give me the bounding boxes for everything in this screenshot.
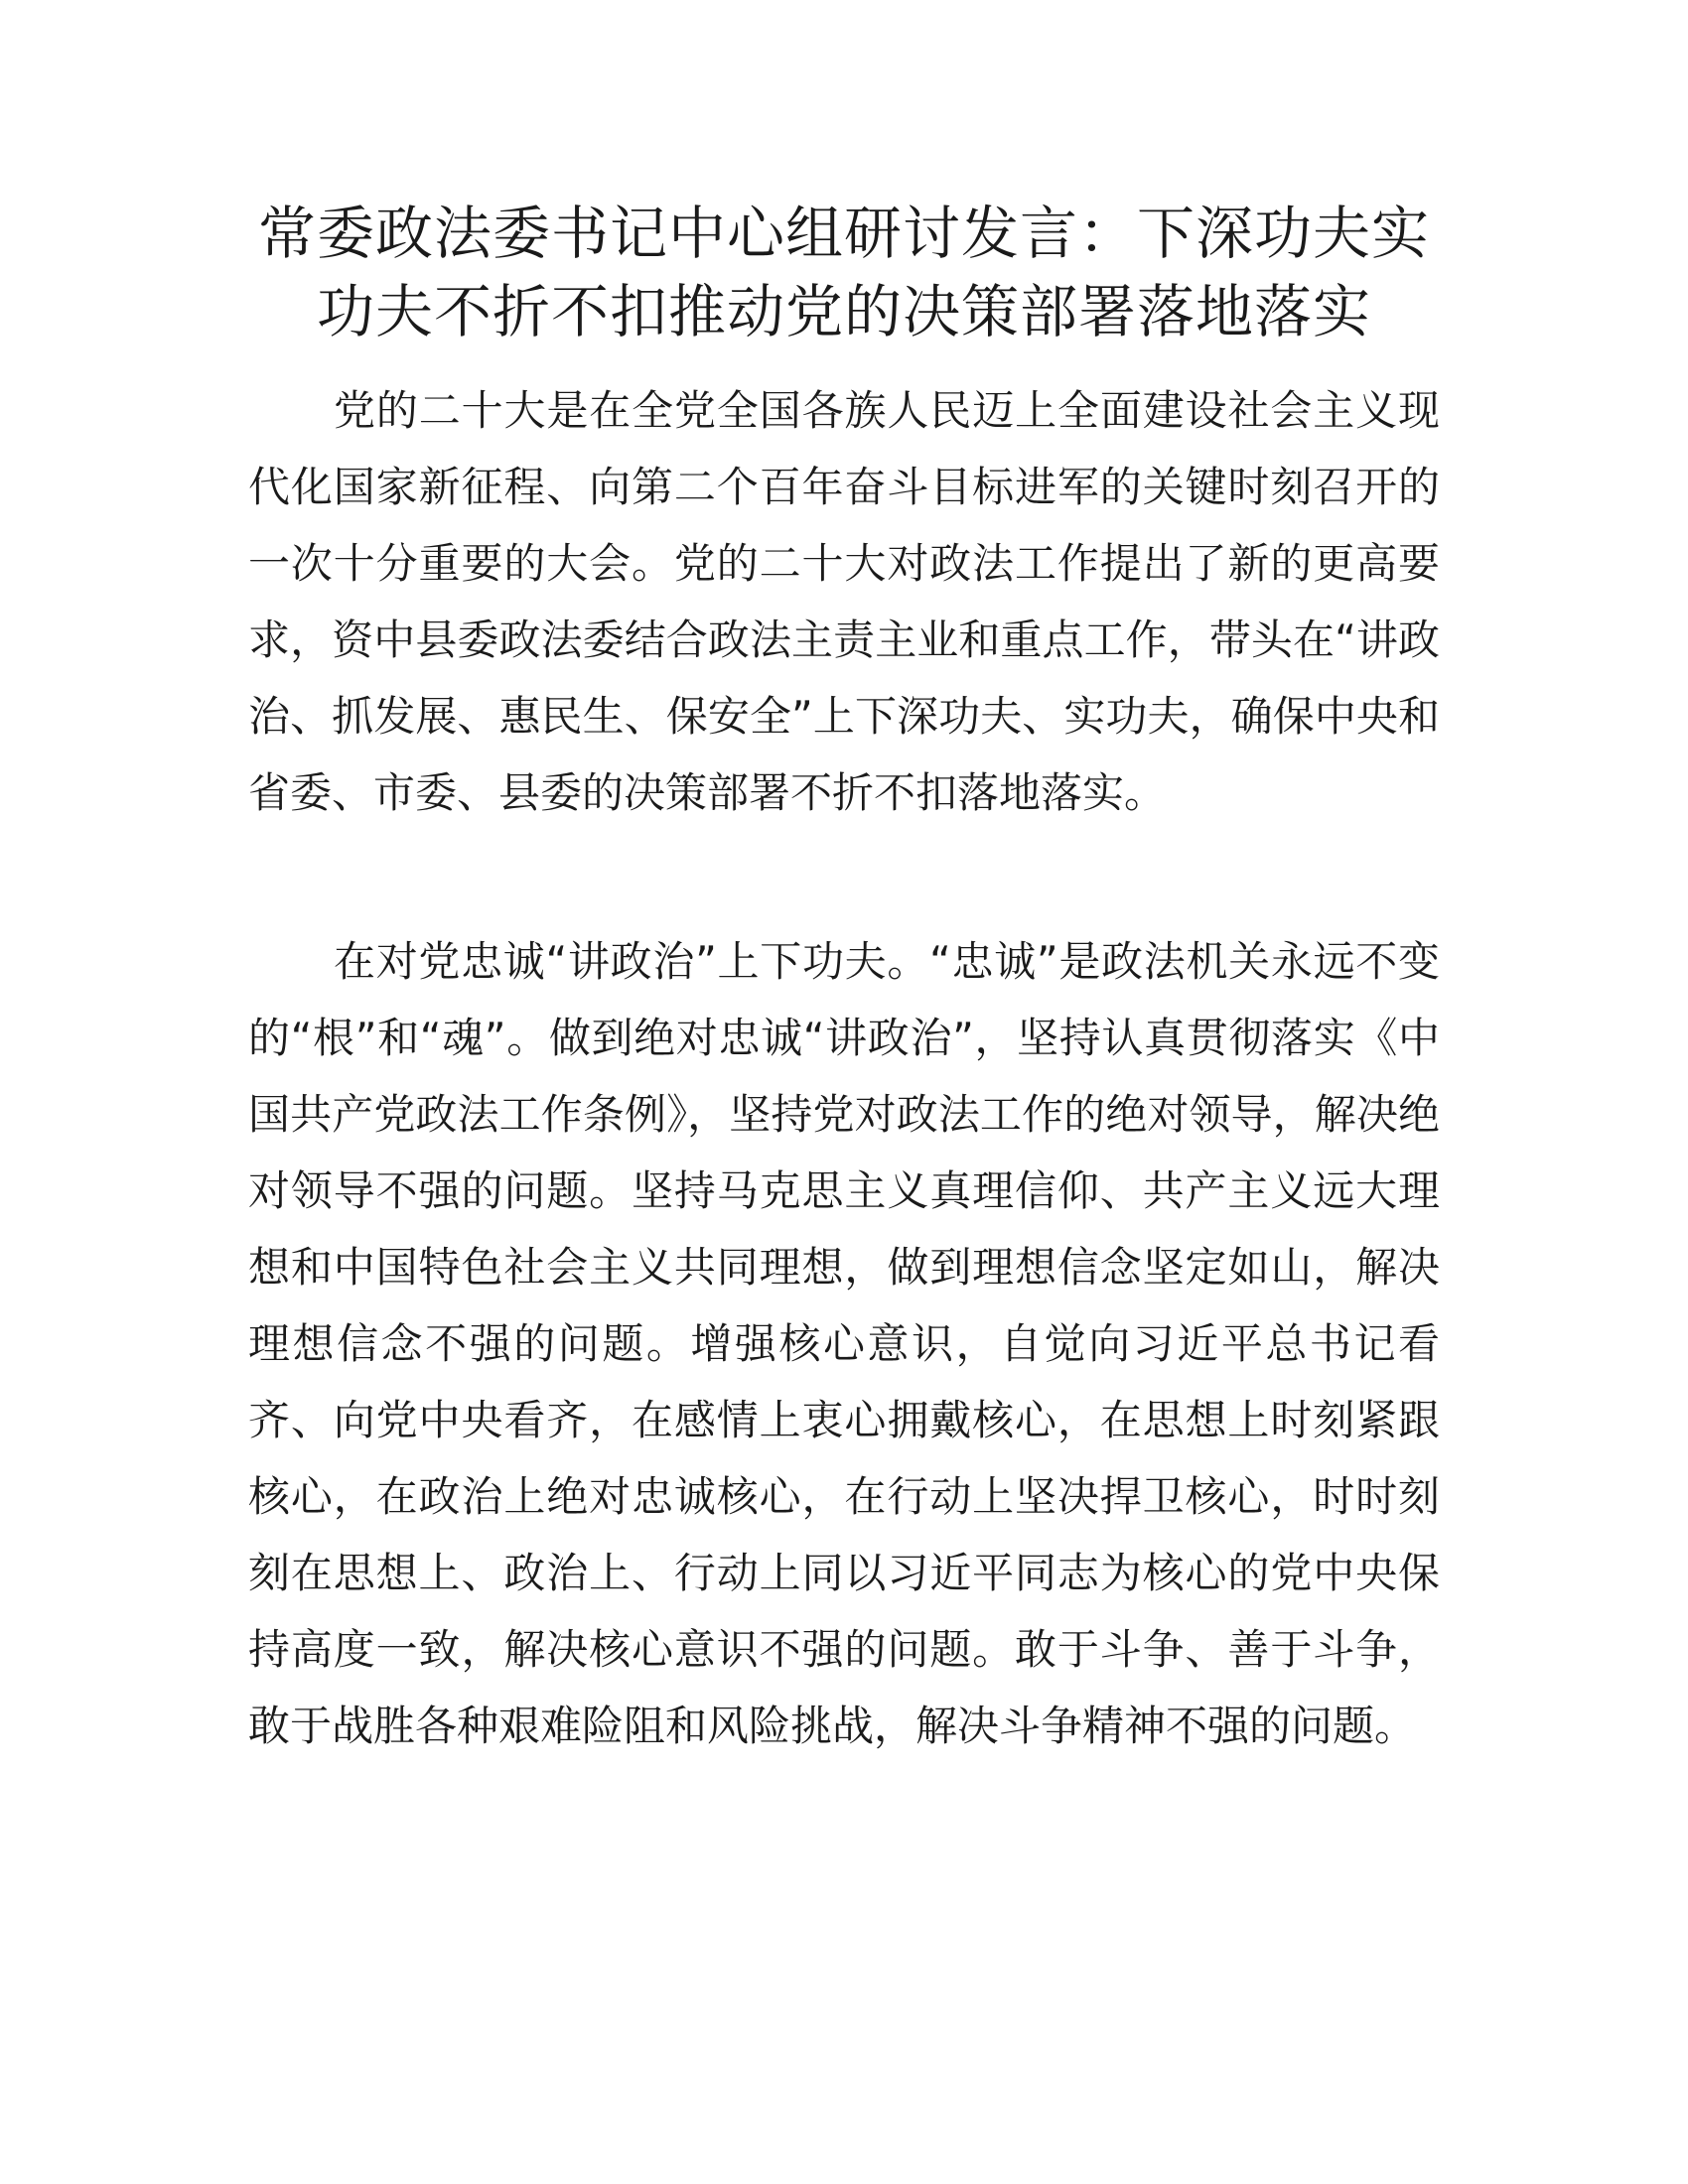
body-paragraph: 在对党忠诚“讲政治”上下功夫。“忠诚”是政法机关永远不变的“根”和“魂”。做到绝对忠诚“讲政治”，坚持认真贯彻落实《中国共产党政法工作条例》，坚持党对政法工作的绝对领导，解决绝对领导不强的问题。坚持马克思主义真理信仰、共产主义远大理想和中国特色社会主义共同理想，做到理想信念坚定如山，解决理想信念不强的问题。增强核心意识，自觉向习近平总书记看齐、向党中央看齐，在感情上衷心拥戴核心，在思想上时刻紧跟核心，在政治上绝对忠诚核心，在行动上坚决捍卫核心，时时刻刻在思想上、政治上、行动上同以习近平同志为核心的党中央保持高度一致，解决核心意识不强的问题。敢于斗争、善于斗争，敢于战胜各种艰难险阻和风险挑战，解决斗争精神不强的问题。: [248, 937, 1440, 1750]
body-paragraph: 党的二十大是在全党全国各族人民迈上全面建设社会主义现代化国家新征程、向第二个百年奋斗目标进军的关键时刻召开的一次十分重要的大会。党的二十大对政法工作提出了新的更高要求，资中县委政法委结合政法主责主业和重点工作，带头在“讲政治、抓发展、惠民生、保安全”上下深功夫、实功夫，确保中央和省委、市委、县委的决策部署不折不扣落地落实。: [248, 386, 1440, 817]
body-paragraph-1-block: [248, 372, 1440, 831]
document-title: 常委政法委书记中心组研讨发言：下深功夫实功夫不折不扣推动党的决策部署落地落实: [257, 200, 1430, 345]
body-paragraph-2-block: [248, 923, 1440, 1764]
